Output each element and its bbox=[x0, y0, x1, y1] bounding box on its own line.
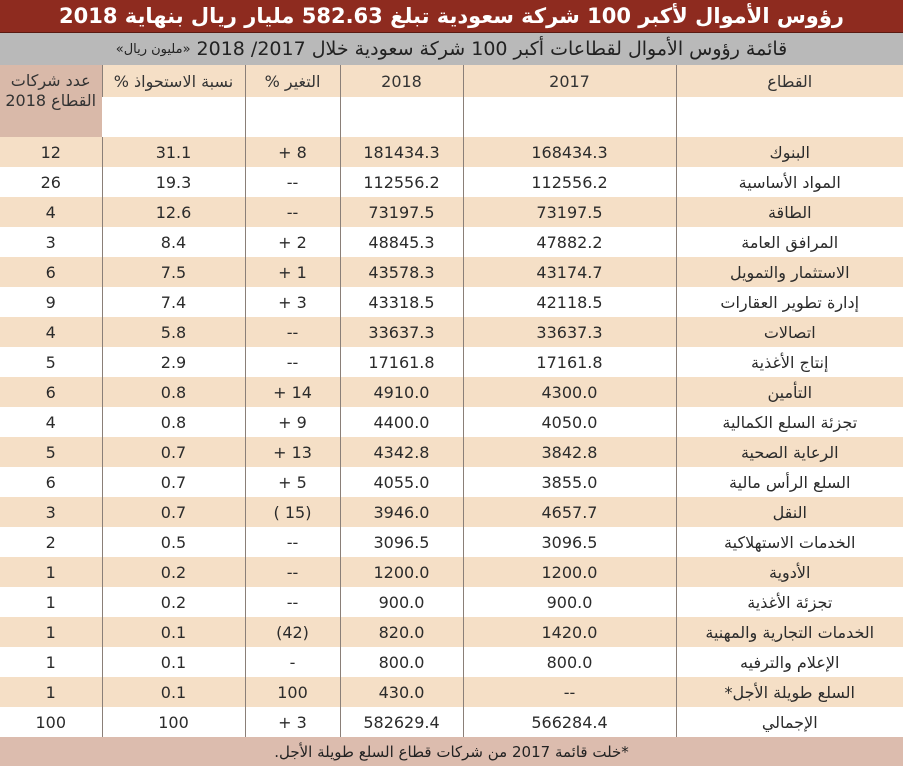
cell-change: 8 + bbox=[245, 137, 340, 167]
cell-y2017: 3855.0 bbox=[463, 467, 676, 497]
cell-change: -- bbox=[245, 317, 340, 347]
cell-share: 12.6 bbox=[102, 197, 245, 227]
table-row bbox=[0, 677, 903, 707]
cell-y2017: 4050.0 bbox=[463, 407, 676, 437]
cell-change: (15 ) bbox=[245, 497, 340, 527]
col-header-share: نسبة الاستحواذ % bbox=[102, 65, 245, 97]
cell-sector: المرافق العامة bbox=[676, 227, 903, 257]
cell-y2018: 4342.8 bbox=[340, 437, 463, 467]
cell-y2017: 900.0 bbox=[463, 587, 676, 617]
cell-y2017: -- bbox=[463, 677, 676, 707]
cell-share: 0.1 bbox=[102, 677, 245, 707]
col-header-sector: القطاع bbox=[676, 65, 903, 97]
cell-count: 1 bbox=[0, 617, 102, 647]
cell-count: 1 bbox=[0, 557, 102, 587]
cell-share: 0.7 bbox=[102, 437, 245, 467]
cell-sector: السلع الرأس مالية bbox=[676, 467, 903, 497]
footnote bbox=[0, 737, 903, 766]
col-header-2018: 2018 bbox=[340, 65, 463, 97]
table-row bbox=[0, 587, 903, 617]
cell-change: 9 + bbox=[245, 407, 340, 437]
table-row bbox=[0, 437, 903, 467]
cell-change: - bbox=[245, 647, 340, 677]
cell-sector: الخدمات الاستهلاكية bbox=[676, 527, 903, 557]
footnote-text: *خلت قائمة 2017 من شركات قطاع السلع طويلة الأجل. bbox=[274, 742, 629, 761]
cell-count: 6 bbox=[0, 377, 102, 407]
cell-share: 0.5 bbox=[102, 527, 245, 557]
cell-y2018: 48845.3 bbox=[340, 227, 463, 257]
cell-y2017: 168434.3 bbox=[463, 137, 676, 167]
cell-sector: الرعاية الصحية bbox=[676, 437, 903, 467]
cell-sector: إنتاج الأغذية bbox=[676, 347, 903, 377]
cell-y2018: 430.0 bbox=[340, 677, 463, 707]
cell-y2018: 582629.4 bbox=[340, 707, 463, 737]
cell-y2017: 1420.0 bbox=[463, 617, 676, 647]
cell-y2017: 112556.2 bbox=[463, 167, 676, 197]
cell-change: -- bbox=[245, 197, 340, 227]
cell-share: 7.5 bbox=[102, 257, 245, 287]
cell-change: -- bbox=[245, 527, 340, 557]
cell-sector: البنوك bbox=[676, 137, 903, 167]
page-title bbox=[0, 0, 903, 33]
cell-change: 2 + bbox=[245, 227, 340, 257]
cell-count: 6 bbox=[0, 257, 102, 287]
table-subtitle bbox=[0, 33, 903, 65]
cell-share: 5.8 bbox=[102, 317, 245, 347]
cell-y2018: 820.0 bbox=[340, 617, 463, 647]
unit-label: «مليون ريال» bbox=[115, 41, 191, 57]
cell-count: 4 bbox=[0, 197, 102, 227]
cell-share: 0.1 bbox=[102, 647, 245, 677]
cell-y2017: 800.0 bbox=[463, 647, 676, 677]
table-row bbox=[0, 257, 903, 287]
table-body bbox=[0, 137, 903, 737]
cell-change: 5 + bbox=[245, 467, 340, 497]
table-row bbox=[0, 407, 903, 437]
cell-y2018: 900.0 bbox=[340, 587, 463, 617]
cell-change: 14 + bbox=[245, 377, 340, 407]
cell-count: 5 bbox=[0, 437, 102, 467]
cell-sector: إدارة تطوير العقارات bbox=[676, 287, 903, 317]
cell-sector: الاستثمار والتمويل bbox=[676, 257, 903, 287]
cell-count: 4 bbox=[0, 407, 102, 437]
table-row bbox=[0, 167, 903, 197]
cell-y2017: 3096.5 bbox=[463, 527, 676, 557]
cell-y2017: 43174.7 bbox=[463, 257, 676, 287]
cell-change: -- bbox=[245, 587, 340, 617]
cell-share: 100 bbox=[102, 707, 245, 737]
cell-change: 100 bbox=[245, 677, 340, 707]
cell-change: (42) bbox=[245, 617, 340, 647]
cell-change: -- bbox=[245, 347, 340, 377]
table-row bbox=[0, 377, 903, 407]
table-row bbox=[0, 227, 903, 257]
cell-y2017: 33637.3 bbox=[463, 317, 676, 347]
cell-y2017: 4657.7 bbox=[463, 497, 676, 527]
table-row bbox=[0, 527, 903, 557]
cell-y2018: 112556.2 bbox=[340, 167, 463, 197]
cell-share: 19.3 bbox=[102, 167, 245, 197]
cell-y2018: 4055.0 bbox=[340, 467, 463, 497]
cell-share: 7.4 bbox=[102, 287, 245, 317]
total-row bbox=[0, 707, 903, 737]
cell-y2017: 42118.5 bbox=[463, 287, 676, 317]
cell-share: 8.4 bbox=[102, 227, 245, 257]
cell-change: -- bbox=[245, 167, 340, 197]
cell-sector: تجزئة الأغذية bbox=[676, 587, 903, 617]
cell-y2018: 43318.5 bbox=[340, 287, 463, 317]
table-row bbox=[0, 197, 903, 227]
cell-y2017: 4300.0 bbox=[463, 377, 676, 407]
table-row bbox=[0, 347, 903, 377]
cell-y2018: 4910.0 bbox=[340, 377, 463, 407]
cell-sector: الأدوية bbox=[676, 557, 903, 587]
table-row bbox=[0, 497, 903, 527]
cell-count: 2 bbox=[0, 527, 102, 557]
cell-count: 3 bbox=[0, 227, 102, 257]
cell-count: 1 bbox=[0, 647, 102, 677]
cell-sector: الإعلام والترفيه bbox=[676, 647, 903, 677]
cell-change: 3 + bbox=[245, 287, 340, 317]
cell-y2018: 73197.5 bbox=[340, 197, 463, 227]
cell-count: 100 bbox=[0, 707, 102, 737]
cell-count: 12 bbox=[0, 137, 102, 167]
cell-y2018: 3946.0 bbox=[340, 497, 463, 527]
table-row bbox=[0, 467, 903, 497]
table-row bbox=[0, 617, 903, 647]
title-text: رؤوس الأموال لأكبر 100 شركة سعودية تبلغ 582.63 مليار ريال بنهاية 2018 bbox=[59, 4, 844, 28]
cell-y2017: 73197.5 bbox=[463, 197, 676, 227]
cell-share: 0.2 bbox=[102, 557, 245, 587]
cell-y2018: 17161.8 bbox=[340, 347, 463, 377]
cell-y2017: 47882.2 bbox=[463, 227, 676, 257]
col-header-change: التغير % bbox=[245, 65, 340, 97]
cell-y2018: 3096.5 bbox=[340, 527, 463, 557]
cell-y2017: 17161.8 bbox=[463, 347, 676, 377]
cell-y2018: 43578.3 bbox=[340, 257, 463, 287]
cell-sector: الإجمالي bbox=[676, 707, 903, 737]
cell-count: 3 bbox=[0, 497, 102, 527]
cell-change: 1 + bbox=[245, 257, 340, 287]
table-row bbox=[0, 287, 903, 317]
cell-count: 5 bbox=[0, 347, 102, 377]
cell-share: 0.8 bbox=[102, 407, 245, 437]
cell-y2018: 1200.0 bbox=[340, 557, 463, 587]
table-row bbox=[0, 317, 903, 347]
cell-share: 0.7 bbox=[102, 497, 245, 527]
cell-change: 3 + bbox=[245, 707, 340, 737]
cell-sector: السلع طويلة الأجل* bbox=[676, 677, 903, 707]
cell-sector: النقل bbox=[676, 497, 903, 527]
cell-y2017: 1200.0 bbox=[463, 557, 676, 587]
cell-y2018: 4400.0 bbox=[340, 407, 463, 437]
cell-count: 6 bbox=[0, 467, 102, 497]
cell-sector: التأمين bbox=[676, 377, 903, 407]
cell-share: 0.1 bbox=[102, 617, 245, 647]
cell-count: 1 bbox=[0, 677, 102, 707]
cell-count: 26 bbox=[0, 167, 102, 197]
table-row bbox=[0, 557, 903, 587]
cell-count: 9 bbox=[0, 287, 102, 317]
cell-change: 13 + bbox=[245, 437, 340, 467]
cell-count: 1 bbox=[0, 587, 102, 617]
cell-y2018: 800.0 bbox=[340, 647, 463, 677]
cell-sector: اتصالات bbox=[676, 317, 903, 347]
cell-share: 0.7 bbox=[102, 467, 245, 497]
cell-share: 31.1 bbox=[102, 137, 245, 167]
cell-count: 4 bbox=[0, 317, 102, 347]
cell-share: 2.9 bbox=[102, 347, 245, 377]
sector-capital-table bbox=[0, 65, 903, 737]
cell-y2017: 566284.4 bbox=[463, 707, 676, 737]
cell-sector: الخدمات التجارية والمهنية bbox=[676, 617, 903, 647]
cell-y2017: 3842.8 bbox=[463, 437, 676, 467]
cell-share: 0.8 bbox=[102, 377, 245, 407]
cell-sector: الطاقة bbox=[676, 197, 903, 227]
subtitle-text: قائمة رؤوس الأموال لقطاعات أكبر 100 شركة سعودية خلال 2017/ 2018 bbox=[196, 38, 788, 60]
header-row bbox=[0, 65, 903, 97]
cell-y2018: 181434.3 bbox=[340, 137, 463, 167]
cell-y2018: 33637.3 bbox=[340, 317, 463, 347]
cell-share: 0.2 bbox=[102, 587, 245, 617]
cell-sector: المواد الأساسية bbox=[676, 167, 903, 197]
table-row bbox=[0, 647, 903, 677]
cell-change: -- bbox=[245, 557, 340, 587]
col-header-2017: 2017 bbox=[463, 65, 676, 97]
table-row bbox=[0, 137, 903, 167]
cell-sector: تجزئة السلع الكمالية bbox=[676, 407, 903, 437]
header-spacer-row bbox=[0, 97, 903, 137]
col-header-count: عدد شركات القطاع 2018 bbox=[0, 65, 102, 137]
